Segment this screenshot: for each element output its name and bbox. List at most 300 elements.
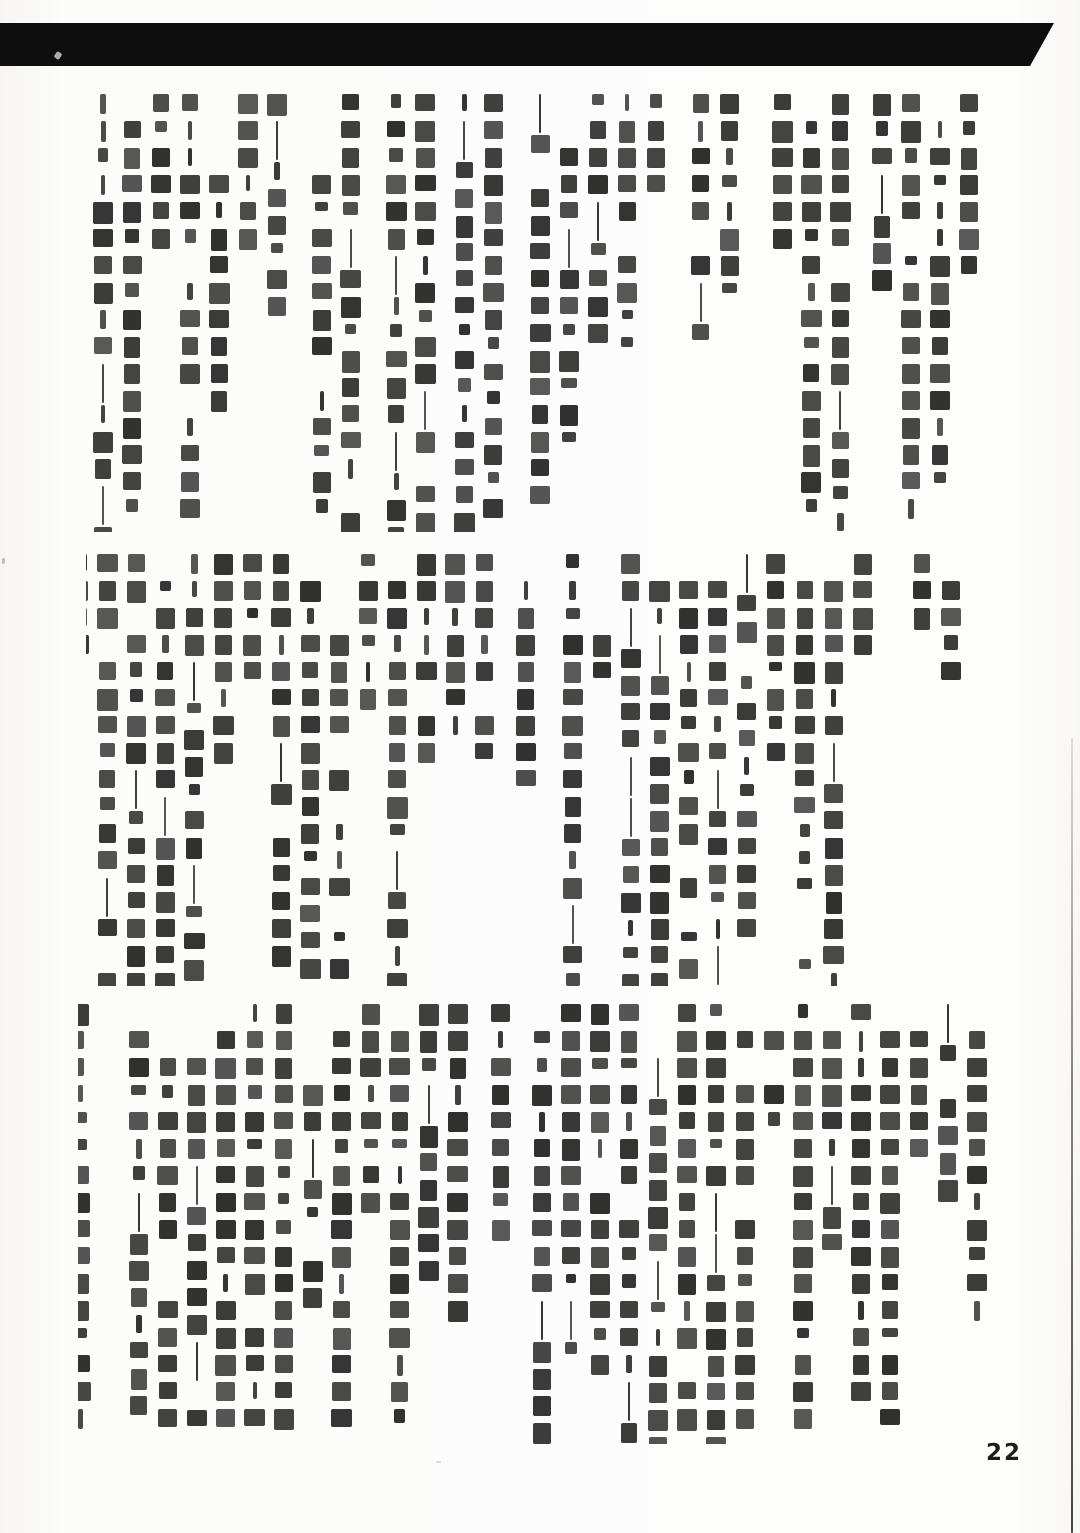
redacted-glyph	[331, 1220, 352, 1239]
redacted-glyph	[737, 919, 756, 937]
redacted-glyph	[362, 635, 375, 646]
redacted-glyph	[659, 635, 661, 674]
redacted-text-column	[850, 1004, 872, 1436]
redacted-glyph	[302, 797, 319, 816]
redacted-glyph	[415, 121, 435, 142]
redacted-glyph	[590, 1085, 611, 1104]
redacted-glyph	[181, 472, 200, 492]
redacted-text-column	[792, 1004, 814, 1436]
redacted-glyph	[882, 1382, 899, 1400]
redacted-glyph	[901, 121, 922, 143]
redacted-glyph	[593, 662, 611, 678]
redacted-glyph	[275, 1139, 292, 1160]
redacted-glyph	[100, 94, 105, 114]
redacted-glyph	[707, 1383, 724, 1400]
redacted-glyph	[679, 1193, 695, 1212]
redacted-glyph	[794, 1193, 811, 1210]
redacted-glyph	[246, 1355, 264, 1371]
redacted-glyph	[214, 554, 233, 575]
redacted-glyph	[620, 1139, 638, 1159]
redacted-glyph	[649, 1180, 668, 1201]
redacted-glyph	[706, 1329, 726, 1350]
redacted-glyph	[908, 499, 915, 519]
redacted-glyph	[960, 94, 978, 112]
redacted-glyph	[832, 459, 848, 478]
redacted-glyph	[387, 919, 408, 938]
redacted-glyph	[273, 716, 290, 737]
redacted-glyph	[106, 878, 108, 917]
redacted-glyph	[123, 310, 141, 330]
redacted-glyph	[394, 1409, 405, 1423]
redacted-glyph	[125, 229, 140, 243]
redacted-glyph	[129, 1058, 149, 1077]
redacted-glyph	[152, 229, 170, 249]
redacted-text-column	[360, 1004, 382, 1220]
redacted-text-column	[587, 94, 609, 351]
redacted-glyph	[244, 1247, 265, 1264]
redacted-glyph	[209, 310, 229, 328]
redacted-glyph	[902, 202, 920, 219]
redacted-glyph	[518, 662, 534, 682]
redacted-glyph	[530, 324, 551, 343]
redacted-glyph	[274, 1112, 293, 1129]
redacted-glyph	[679, 824, 699, 845]
redacted-glyph	[157, 743, 175, 764]
redacted-glyph	[677, 1031, 697, 1052]
redacted-glyph	[216, 1112, 235, 1132]
redacted-glyph	[679, 1112, 696, 1129]
redacted-glyph	[187, 418, 194, 436]
redacted-glyph	[717, 946, 719, 985]
redacted-glyph	[330, 635, 349, 656]
redacted-text-column	[649, 554, 671, 986]
redacted-text-column	[244, 1004, 266, 1436]
redacted-glyph	[492, 1139, 509, 1156]
redacted-glyph	[131, 1369, 147, 1390]
redacted-glyph	[475, 608, 493, 628]
redacted-glyph	[481, 635, 488, 654]
redacted-glyph	[244, 1193, 265, 1210]
redacted-glyph	[708, 689, 728, 705]
redacted-glyph	[774, 94, 791, 110]
redacted-glyph	[532, 1274, 552, 1293]
redacted-glyph	[99, 824, 115, 843]
redacted-glyph	[766, 554, 785, 574]
redacted-glyph	[187, 283, 193, 300]
redacted-glyph	[216, 1193, 236, 1212]
redacted-glyph	[560, 297, 579, 314]
redacted-glyph	[737, 622, 757, 643]
redacted-text-column	[765, 554, 787, 770]
redacted-glyph	[97, 608, 117, 629]
redacted-glyph	[186, 838, 202, 860]
redacted-glyph	[531, 189, 548, 207]
redacted-glyph	[78, 1058, 84, 1076]
redacted-text-column	[357, 554, 379, 716]
redacted-glyph	[967, 1085, 986, 1102]
redacted-glyph	[831, 1166, 833, 1205]
redacted-glyph	[562, 1139, 580, 1161]
redacted-glyph	[967, 1112, 988, 1132]
redacted-glyph	[563, 1193, 579, 1211]
redacted-glyph	[626, 1112, 631, 1131]
redacted-glyph	[78, 1193, 90, 1213]
redacted-glyph	[708, 608, 727, 626]
redacted-glyph	[539, 1112, 546, 1132]
redacted-glyph	[839, 391, 841, 430]
redacted-glyph	[650, 703, 670, 720]
redacted-glyph	[302, 689, 319, 706]
redacted-glyph	[678, 1274, 696, 1295]
redacted-glyph	[735, 1355, 756, 1375]
redacted-glyph	[217, 1031, 235, 1049]
redacted-glyph	[720, 229, 739, 251]
redacted-glyph	[539, 94, 541, 133]
redacted-glyph	[278, 1166, 290, 1178]
redacted-glyph	[182, 94, 199, 111]
redacted-glyph	[492, 1220, 509, 1241]
redacted-glyph	[390, 324, 402, 337]
redacted-glyph	[388, 405, 404, 423]
redacted-glyph	[564, 743, 582, 759]
redacted-glyph	[391, 1031, 409, 1052]
redacted-glyph	[158, 1328, 177, 1347]
redacted-glyph	[824, 784, 843, 803]
redacted-glyph	[684, 1301, 691, 1322]
redacted-glyph	[99, 581, 116, 601]
redacted-glyph	[851, 1085, 872, 1101]
redacted-glyph	[562, 1031, 581, 1051]
redacted-glyph	[681, 932, 697, 941]
redacted-glyph	[959, 229, 980, 250]
redacted-glyph	[445, 581, 465, 603]
redacted-glyph	[806, 499, 817, 513]
redacted-glyph	[160, 1139, 176, 1158]
redacted-glyph	[394, 473, 399, 491]
redacted-glyph	[135, 770, 137, 809]
redacted-glyph	[650, 784, 669, 804]
redacted-glyph	[98, 148, 108, 162]
redacted-glyph	[368, 1085, 374, 1102]
redacted-glyph	[395, 256, 397, 295]
redacted-glyph	[239, 229, 257, 250]
redacted-glyph	[342, 148, 359, 168]
redacted-glyph	[361, 554, 375, 566]
redacted-glyph	[902, 94, 920, 112]
redacted-glyph	[78, 1247, 90, 1264]
redacted-glyph	[680, 878, 697, 898]
redacted-glyph	[157, 865, 174, 886]
redacted-glyph	[741, 676, 753, 689]
redacted-glyph	[423, 256, 429, 275]
redacted-glyph	[569, 581, 576, 600]
redacted-glyph	[275, 1247, 292, 1267]
redacted-glyph	[794, 1274, 813, 1293]
redacted-glyph	[303, 1085, 324, 1106]
redacted-glyph	[651, 919, 669, 940]
redacted-text-column	[331, 1004, 353, 1436]
redacted-glyph	[692, 324, 710, 340]
redacted-glyph	[332, 1355, 351, 1373]
redacted-glyph	[930, 310, 949, 328]
redacted-glyph	[597, 202, 599, 241]
redacted-glyph	[130, 689, 143, 702]
redacted-glyph	[188, 121, 193, 140]
redacted-glyph	[533, 1193, 550, 1213]
redacted-glyph	[211, 337, 227, 356]
redacted-glyph	[188, 148, 192, 166]
redacted-glyph	[332, 1058, 351, 1074]
redacted-glyph	[882, 1355, 898, 1375]
redacted-glyph	[822, 1085, 841, 1107]
redacted-glyph	[138, 1193, 140, 1232]
redacted-glyph	[622, 839, 640, 856]
redacted-glyph	[678, 1004, 696, 1022]
redacted-glyph	[825, 865, 843, 886]
redacted-text-column	[937, 1004, 959, 1234]
redacted-glyph	[100, 310, 107, 329]
redacted-glyph	[902, 391, 920, 410]
redacted-glyph	[744, 757, 749, 775]
redacted-glyph	[622, 1247, 637, 1260]
redacted-glyph	[736, 1301, 755, 1322]
redacted-glyph	[267, 94, 287, 116]
redacted-glyph	[829, 1139, 835, 1156]
redacted-glyph	[700, 283, 702, 322]
redacted-glyph	[275, 1274, 293, 1292]
redacted-glyph	[247, 608, 258, 618]
redacted-text-column	[473, 554, 495, 770]
redacted-glyph	[450, 1058, 466, 1079]
redacted-glyph	[342, 94, 359, 110]
redacted-glyph	[793, 1112, 813, 1130]
redacted-glyph	[650, 757, 670, 776]
redacted-glyph	[764, 1031, 783, 1050]
redacted-glyph	[343, 202, 358, 215]
redacted-glyph	[967, 1166, 987, 1184]
redacted-glyph	[930, 364, 950, 383]
redacted-glyph	[738, 1274, 752, 1287]
redacted-glyph	[341, 297, 361, 318]
redacted-glyph	[217, 1247, 235, 1263]
redacted-glyph	[650, 94, 661, 108]
redacted-glyph	[454, 513, 475, 532]
redacted-glyph	[211, 364, 228, 383]
redacted-glyph	[191, 554, 197, 574]
redacted-glyph	[974, 1193, 980, 1210]
redacted-glyph	[388, 581, 406, 599]
redacted-glyph	[304, 1180, 322, 1199]
redacted-glyph	[130, 1342, 148, 1359]
redacted-glyph	[736, 1409, 753, 1430]
redacted-glyph	[484, 121, 503, 139]
redacted-glyph	[619, 1220, 639, 1238]
redacted-glyph	[802, 256, 820, 274]
redacted-glyph	[706, 1058, 727, 1078]
redacted-glyph	[78, 1004, 89, 1026]
redacted-glyph	[570, 1301, 572, 1340]
redacted-glyph	[568, 229, 570, 268]
redacted-glyph	[794, 1031, 813, 1050]
redacted-glyph	[223, 1274, 228, 1292]
redacted-glyph	[185, 635, 204, 656]
redacted-text-column	[96, 554, 118, 986]
redacted-glyph	[738, 838, 756, 854]
redacted-glyph	[902, 337, 920, 355]
redacted-glyph	[524, 581, 528, 600]
redacted-glyph	[944, 635, 959, 650]
redacted-text-column	[302, 1004, 324, 1315]
redacted-glyph	[737, 865, 756, 883]
redacted-glyph	[651, 946, 668, 964]
redacted-glyph	[94, 337, 112, 354]
redacted-glyph	[196, 1342, 198, 1381]
redacted-glyph	[533, 1396, 551, 1416]
redacted-glyph	[216, 1085, 236, 1105]
redacted-glyph	[271, 608, 291, 627]
redacted-glyph	[456, 270, 473, 286]
redacted-glyph	[677, 1328, 698, 1349]
redacted-glyph	[123, 391, 141, 412]
redacted-glyph	[773, 229, 792, 249]
redacted-glyph	[832, 175, 848, 193]
redacted-glyph	[215, 1058, 236, 1079]
redacted-glyph	[216, 1220, 236, 1240]
redacted-glyph	[564, 824, 581, 843]
redacted-glyph	[714, 716, 721, 732]
redacted-glyph	[563, 324, 576, 335]
redacted-glyph	[941, 608, 961, 626]
redacted-glyph	[801, 175, 821, 194]
redacted-glyph	[342, 405, 359, 422]
redacted-glyph	[418, 716, 435, 736]
redacted-glyph	[802, 391, 821, 411]
redacted-glyph	[534, 1166, 551, 1186]
redacted-glyph	[387, 500, 407, 522]
redacted-glyph	[709, 865, 726, 884]
redacted-glyph	[102, 364, 104, 403]
redacted-glyph	[209, 283, 230, 304]
redacted-text-column	[618, 1004, 640, 1444]
redacted-glyph	[531, 459, 549, 477]
redacted-glyph	[679, 581, 698, 599]
redacted-glyph	[618, 175, 636, 192]
redacted-glyph	[455, 297, 474, 314]
redacted-glyph	[78, 1166, 89, 1184]
redacted-glyph	[768, 1112, 781, 1126]
redacted-glyph	[853, 1193, 870, 1210]
redacted-glyph	[157, 1166, 178, 1186]
redacted-glyph	[851, 1004, 872, 1020]
redacted-glyph	[447, 1220, 468, 1241]
redacted-glyph	[960, 202, 977, 222]
redacted-glyph	[126, 743, 146, 764]
redacted-glyph	[825, 662, 843, 684]
redacted-glyph	[852, 1220, 869, 1238]
redacted-glyph	[238, 148, 258, 168]
redacted-glyph	[619, 202, 636, 221]
redacted-glyph	[78, 1031, 84, 1049]
redacted-text-column	[852, 554, 874, 662]
redacted-glyph	[684, 770, 694, 784]
redacted-glyph	[623, 947, 639, 958]
redacted-glyph	[360, 1058, 381, 1077]
redacted-glyph	[793, 1166, 812, 1187]
redacted-glyph	[621, 554, 640, 574]
redacted-glyph	[213, 716, 234, 735]
redacted-glyph	[531, 270, 549, 287]
redacted-glyph	[649, 1234, 667, 1251]
redacted-glyph	[124, 121, 141, 138]
redacted-glyph	[159, 1220, 177, 1240]
redacted-glyph	[300, 581, 321, 602]
redacted-text-column	[900, 94, 922, 526]
redacted-glyph	[448, 1274, 467, 1293]
redacted-text-column	[385, 94, 407, 532]
redacted-glyph	[823, 946, 844, 964]
redacted-glyph	[337, 851, 342, 869]
redacted-glyph	[622, 581, 639, 601]
redacted-glyph	[853, 1328, 869, 1346]
redacted-glyph	[389, 662, 405, 680]
redacted-glyph	[392, 1139, 407, 1149]
redacted-glyph	[799, 959, 811, 969]
redacted-glyph	[647, 175, 664, 192]
redacted-glyph	[561, 1004, 581, 1022]
redacted-glyph	[187, 1058, 206, 1075]
redacted-glyph	[216, 1382, 235, 1401]
redacted-glyph	[415, 202, 435, 221]
redacted-glyph	[362, 1031, 379, 1053]
redacted-glyph	[396, 851, 398, 890]
redacted-text-column	[908, 1004, 930, 1166]
redacted-text-column	[389, 1004, 411, 1436]
redacted-glyph	[391, 94, 401, 108]
redacted-glyph	[657, 1261, 659, 1300]
redacted-text-column	[340, 94, 362, 532]
redacted-glyph	[245, 1328, 264, 1347]
redacted-glyph	[312, 175, 331, 194]
redacted-glyph	[130, 662, 142, 677]
redacted-glyph	[189, 784, 200, 795]
redacted-glyph	[303, 1261, 323, 1282]
redacted-glyph	[395, 432, 397, 471]
redacted-glyph	[420, 1126, 438, 1148]
redacted-glyph	[456, 162, 473, 178]
redacted-glyph	[332, 1382, 351, 1401]
redacted-glyph	[876, 121, 888, 136]
redacted-text-column	[237, 94, 259, 256]
redacted-glyph	[187, 1207, 206, 1225]
redacted-glyph	[833, 743, 835, 782]
redacted-glyph	[960, 175, 979, 195]
redacted-glyph	[852, 1274, 870, 1294]
redacted-glyph	[650, 811, 669, 832]
redacted-glyph	[211, 229, 228, 251]
redacted-text-column	[270, 554, 292, 986]
redacted-glyph	[127, 946, 145, 967]
redacted-text-column	[645, 94, 667, 202]
redacted-glyph	[187, 703, 201, 713]
redacted-glyph	[86, 635, 89, 654]
redacted-glyph	[902, 175, 920, 196]
redacted-glyph	[832, 337, 849, 358]
redacted-glyph	[389, 743, 405, 762]
redacted-glyph	[801, 310, 821, 328]
scan-speck	[54, 51, 63, 60]
redacted-glyph	[209, 175, 230, 193]
redacted-glyph	[160, 1058, 176, 1076]
